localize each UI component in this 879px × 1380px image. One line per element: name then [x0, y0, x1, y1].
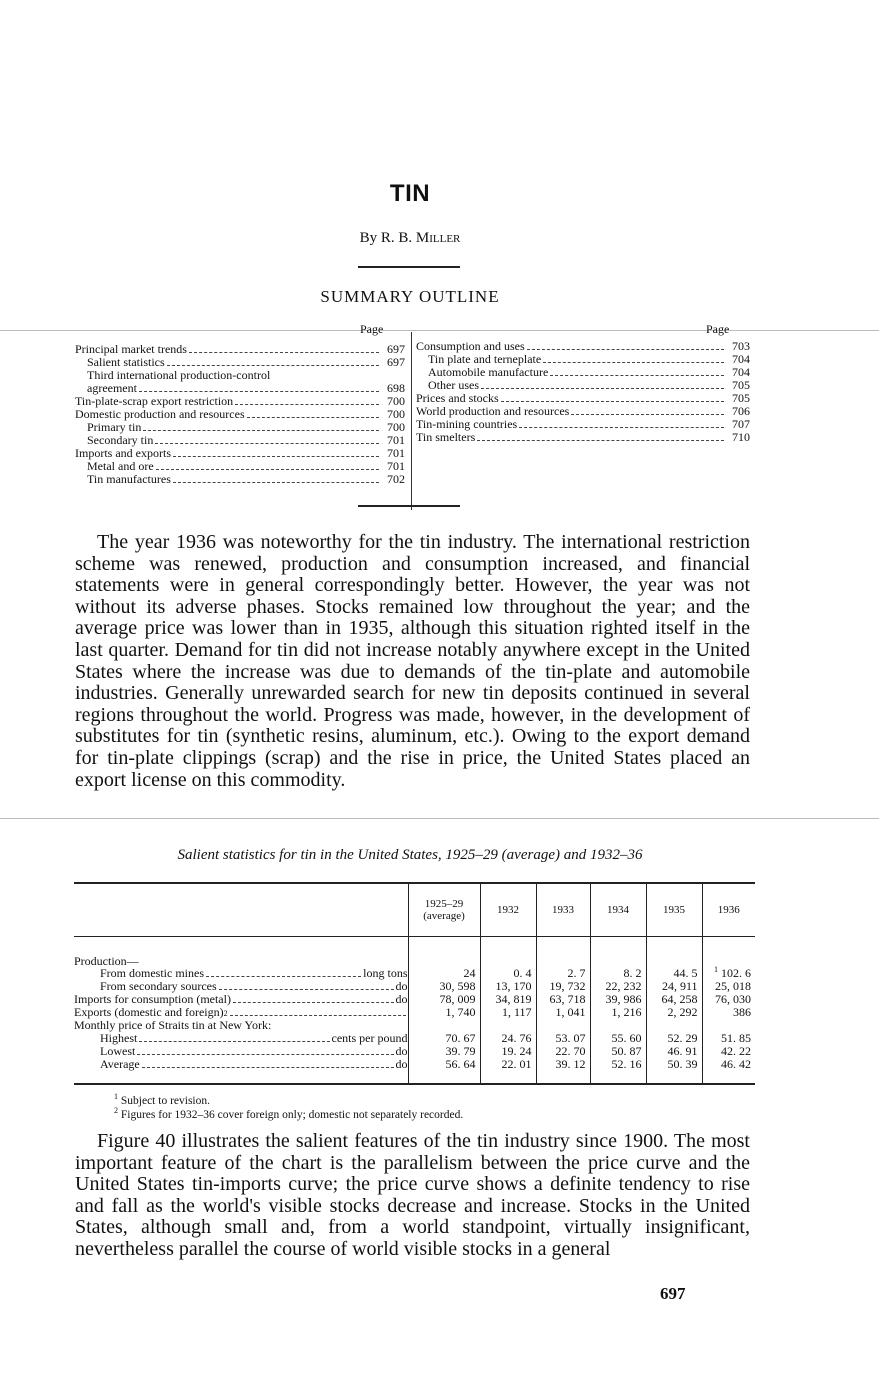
cell-value: 76, 030: [715, 992, 751, 1007]
table-cell: [590, 937, 646, 968]
cell-value: 46. 42: [721, 1056, 751, 1071]
cell-value: 0. 4: [513, 966, 532, 981]
toc-right-page-label: Page: [706, 322, 730, 336]
table-cell: [646, 937, 702, 968]
byline-prefix: By: [359, 230, 378, 246]
toc-entry-page: 700: [387, 419, 405, 434]
cell-value: 56. 64: [445, 1056, 476, 1071]
cell-value: 386: [733, 1005, 751, 1020]
toc-column-separator: [411, 332, 412, 510]
toc-entry-label: Metal and ore: [87, 458, 154, 473]
table-row: [74, 1058, 755, 1084]
table-cell: [590, 1006, 646, 1019]
column-header: 1933: [536, 883, 590, 937]
scan-line: [0, 818, 879, 819]
toc-entry-label: Tin-plate-scrap export restriction: [75, 393, 234, 408]
row-label-text: Lowest: [100, 1043, 136, 1058]
toc-leader: [156, 469, 379, 470]
column-header: 1934: [590, 883, 646, 937]
toc-entry-label: Primary tin: [87, 419, 142, 434]
row-unit: long tons: [363, 966, 408, 981]
page-number: 697: [660, 1284, 686, 1303]
row-label-text: Imports for consumption (metal): [74, 992, 231, 1007]
toc-leader: [527, 349, 724, 350]
table-header-row: [74, 883, 755, 937]
toc-leader: [167, 365, 379, 366]
toc-entry-page: 705: [732, 378, 750, 392]
toc-entry-page: 710: [732, 430, 750, 444]
toc-leader: [477, 440, 724, 441]
cell-value: 1, 216: [611, 1005, 642, 1020]
toc-entry-label: agreement: [87, 380, 137, 395]
cell-value: 39, 986: [605, 992, 642, 1007]
table-body: [74, 937, 755, 1084]
cell-value: 55. 60: [611, 1030, 642, 1045]
cell-value: 1, 740: [445, 1005, 476, 1020]
toc-entry-page: 698: [387, 380, 405, 395]
page-title: TIN: [389, 180, 431, 207]
toc-right-column: [416, 340, 750, 444]
toc-entry-label: Automobile manufacture: [428, 365, 549, 379]
title-rule: [358, 266, 460, 268]
cell-value: 63, 718: [549, 992, 586, 1007]
row-label-text: Production—: [74, 954, 139, 968]
toc-entry-label: Other uses: [428, 378, 479, 392]
cell-value: 24, 911: [661, 979, 698, 994]
row-label-cell: [74, 937, 408, 968]
cell-value: 52. 29: [667, 1030, 698, 1045]
row-label-cell: [74, 1032, 408, 1045]
toc-entry: [75, 434, 405, 447]
toc-left-column: [75, 343, 405, 486]
toc-entry-label: Tin manufactures: [87, 471, 171, 486]
table-row: [74, 1019, 755, 1031]
row-leader: [233, 1002, 394, 1003]
intro-paragraph: The year 1936 was noteworthy for the tin industry. The international restriction scheme was renewed, production and consumption increased, and financial statements were in general correspondingly better. However, the year was not without its adverse phases. Stocks remained low throughout the year; and the average price was lower than in 1935, although this situation righted itself in the last quarter. Demand for tin did not increase notably anywhere except in the United States where the increase was due to demands of the tin-plate and automobile industries. Generally unrewarded search for new tin deposits continued in several regions throughout the world. Progress was made, however, in the development of substitutes for tin (synthetic resins, aluminum, etc.). Owing to the export demand for tin-plate clippings (scrap) and the rise in price, the United States placed an export license on this commodity.: [75, 531, 750, 791]
toc-leader: [173, 456, 379, 457]
table-cell: [702, 1058, 755, 1084]
row-unit: do: [395, 979, 408, 994]
toc-leader: [550, 375, 724, 376]
footnote-ref: 1: [714, 965, 718, 975]
cell-value: 8. 2: [623, 966, 642, 981]
cell-value: 39. 79: [445, 1043, 476, 1058]
table-cell: [408, 1058, 480, 1084]
cell-value: 1, 041: [555, 1005, 586, 1020]
toc-entry: [75, 460, 405, 473]
footnote: [114, 1094, 463, 1108]
cell-value: 39. 12: [555, 1056, 586, 1071]
footnote: [114, 1108, 463, 1122]
outline-divider: [0, 330, 879, 331]
row-label-text: Exports (domestic and foreign): [74, 1005, 224, 1020]
cell-value: 22, 232: [605, 979, 642, 994]
toc-leader: [173, 482, 379, 483]
table-cell: [590, 1058, 646, 1084]
cell-value: 46. 91: [667, 1043, 698, 1058]
cell-value: 102. 6: [721, 966, 751, 981]
cell-value: 19, 732: [549, 979, 586, 994]
cell-value: 22. 01: [501, 1056, 532, 1071]
toc-entry-page: 704: [732, 352, 750, 366]
cell-value: 24: [463, 966, 476, 981]
toc-leader: [143, 430, 379, 431]
toc-entry: [75, 408, 405, 421]
toc-entry: [75, 369, 405, 382]
cell-value: 50. 39: [667, 1056, 698, 1071]
row-label: [74, 1045, 408, 1058]
toc-entry-page: 700: [387, 393, 405, 408]
table-cell: [536, 1006, 590, 1019]
toc-entry-label: Imports and exports: [75, 445, 171, 460]
column-header: 1932: [480, 883, 536, 937]
toc-leader: [543, 362, 724, 363]
cell-value: 13, 170: [495, 979, 532, 994]
toc-entry: [75, 447, 405, 460]
toc-entry-label: Domestic production and resources: [75, 406, 245, 421]
row-leader: [142, 1067, 394, 1068]
toc-entry-label: Principal market trends: [75, 342, 187, 356]
toc-entry-page: 703: [732, 339, 750, 353]
table-cell: [646, 1006, 702, 1019]
salient-statistics-table: [74, 882, 755, 1085]
toc-entry-page: 705: [732, 391, 750, 405]
table-cell: [408, 937, 480, 968]
row-unit: do: [395, 992, 408, 1007]
table-cell: [480, 1058, 536, 1084]
row-label: [74, 1019, 408, 1031]
toc-entry-page: 697: [387, 355, 405, 369]
row-unit: do: [395, 1043, 408, 1058]
row-leader: [206, 976, 361, 977]
toc-entry-label: Salient statistics: [87, 355, 165, 369]
figure-paragraph: Figure 40 illustrates the salient features of the tin industry since 1900. The most important feature of the chart is the parallelism between the price curve and the United States tin-imports curve; the price curve shows a definite tendency to rise and fall as the world's visible stocks decrease and increase. Stocks in the United States, although small and, from a world standpoint, virtually insignificant, nevertheless parallel the course of world visible stocks in a general: [75, 1130, 750, 1260]
cell-value: 42. 22: [721, 1043, 751, 1058]
table-row: [74, 1045, 755, 1058]
toc-entry: [416, 431, 750, 444]
toc-entry-label: Tin smelters: [416, 430, 476, 444]
table-cell: [702, 937, 755, 968]
table-cell: [536, 937, 590, 968]
row-leader: [219, 989, 394, 990]
row-leader: [230, 1015, 406, 1016]
table-cell: [702, 1006, 755, 1019]
cell-value: 2, 292: [667, 1005, 698, 1020]
toc-leader: [155, 443, 379, 444]
toc-entry-label: Consumption and uses: [416, 339, 525, 353]
toc-left-page-label: Page: [360, 322, 384, 336]
toc-entry-label: Tin-mining countries: [416, 417, 518, 431]
row-label: Exports (domestic and foreign) 2: [74, 1006, 408, 1019]
author-name: R. B. Miller: [380, 230, 461, 246]
toc-leader: [501, 401, 724, 402]
table-cell: [646, 1058, 702, 1084]
table-row: [74, 1032, 755, 1045]
toc-leader: [139, 391, 379, 392]
table-cell: [480, 937, 536, 968]
cell-value: 52. 16: [611, 1056, 642, 1071]
toc-entry-label: Prices and stocks: [416, 391, 499, 405]
table-cell: [536, 1058, 590, 1084]
cell-value: 53. 07: [555, 1030, 586, 1045]
footnote-text: Figures for 1932–36 cover foreign only; domestic not separately recorded.: [120, 1109, 464, 1121]
footnote-mark: 1: [114, 1092, 118, 1102]
row-leader: [139, 1041, 329, 1042]
toc-entry: [75, 473, 405, 486]
footnote-text: Subject to revision.: [120, 1095, 210, 1107]
row-leader: [137, 1054, 393, 1055]
toc-entry-page: 704: [732, 365, 750, 379]
summary-outline-heading: SUMMARY OUTLINE: [320, 287, 500, 306]
toc-entry-page: 701: [387, 458, 405, 473]
table-cell: [480, 1006, 536, 1019]
toc-leader: [481, 388, 724, 389]
table-footnotes: [114, 1094, 463, 1122]
column-header: 1936: [702, 883, 755, 937]
cell-value: 1, 117: [501, 1005, 532, 1020]
table-cell: [408, 1006, 480, 1019]
cell-value: 2. 7: [567, 966, 586, 981]
table-caption: Salient statistics for tin in the United States, 1925–29 (average) and 1932–36: [177, 847, 643, 863]
row-label-cell: [74, 1019, 408, 1031]
toc-entry-page: 707: [732, 417, 750, 431]
footnote-mark: 2: [114, 1106, 118, 1116]
row-label-cell: [74, 1045, 408, 1058]
toc-leader: [571, 414, 724, 415]
cell-value: 25, 018: [715, 979, 751, 994]
toc-leader: [189, 352, 379, 353]
column-header: 1925–29 (average): [408, 883, 480, 937]
cell-value: 34, 819: [495, 992, 532, 1007]
toc-entry-label: Secondary tin: [87, 432, 154, 447]
cell-value: 30, 598: [439, 979, 476, 994]
row-label: [74, 1032, 408, 1045]
toc-entry-label: Tin plate and terneplate: [428, 352, 542, 366]
row-label-text: Highest: [100, 1030, 138, 1045]
header-stub: [74, 883, 408, 937]
cell-value: 19. 24: [501, 1043, 532, 1058]
toc-leader: [235, 404, 379, 405]
table-row: [74, 937, 755, 968]
cell-value: 64, 258: [661, 992, 698, 1007]
toc-entry-page: 701: [387, 445, 405, 460]
cell-value: 51. 85: [721, 1030, 751, 1045]
cell-value: 50. 87: [611, 1043, 642, 1058]
outline-rule: [358, 505, 460, 507]
toc-entry-label: Third international production-control: [87, 368, 271, 382]
cell-value: 70. 67: [445, 1030, 476, 1045]
byline: [0, 230, 820, 247]
row-unit: do: [395, 1056, 408, 1071]
toc-entry-page: 700: [387, 406, 405, 421]
row-label-text: From domestic mines: [100, 966, 204, 981]
toc-entry-label: World production and resources: [416, 404, 570, 418]
toc-entry: [75, 421, 405, 434]
row-label-cell: [74, 1058, 408, 1084]
toc-leader: [247, 417, 379, 418]
toc-leader: [519, 427, 724, 428]
row-label-text: Monthly price of Straits tin at New York:: [74, 1018, 272, 1033]
toc-entry-page: 706: [732, 404, 750, 418]
toc-entry-page: 701: [387, 432, 405, 447]
cell-value: 24. 76: [501, 1030, 532, 1045]
row-label-text: Average: [100, 1056, 140, 1071]
toc-entry-page: 702: [387, 471, 405, 486]
cell-value: 22. 70: [555, 1043, 586, 1058]
toc-entry: [75, 382, 405, 395]
column-header: 1935: [646, 883, 702, 937]
row-label: [74, 1058, 408, 1071]
row-unit: cents per pound: [331, 1030, 408, 1045]
row-label-text: From secondary sources: [100, 979, 217, 994]
toc-entry: [75, 395, 405, 408]
cell-value: 78, 009: [439, 992, 476, 1007]
cell-value: 44. 5: [673, 966, 698, 981]
toc-entry-page: 697: [387, 342, 405, 356]
